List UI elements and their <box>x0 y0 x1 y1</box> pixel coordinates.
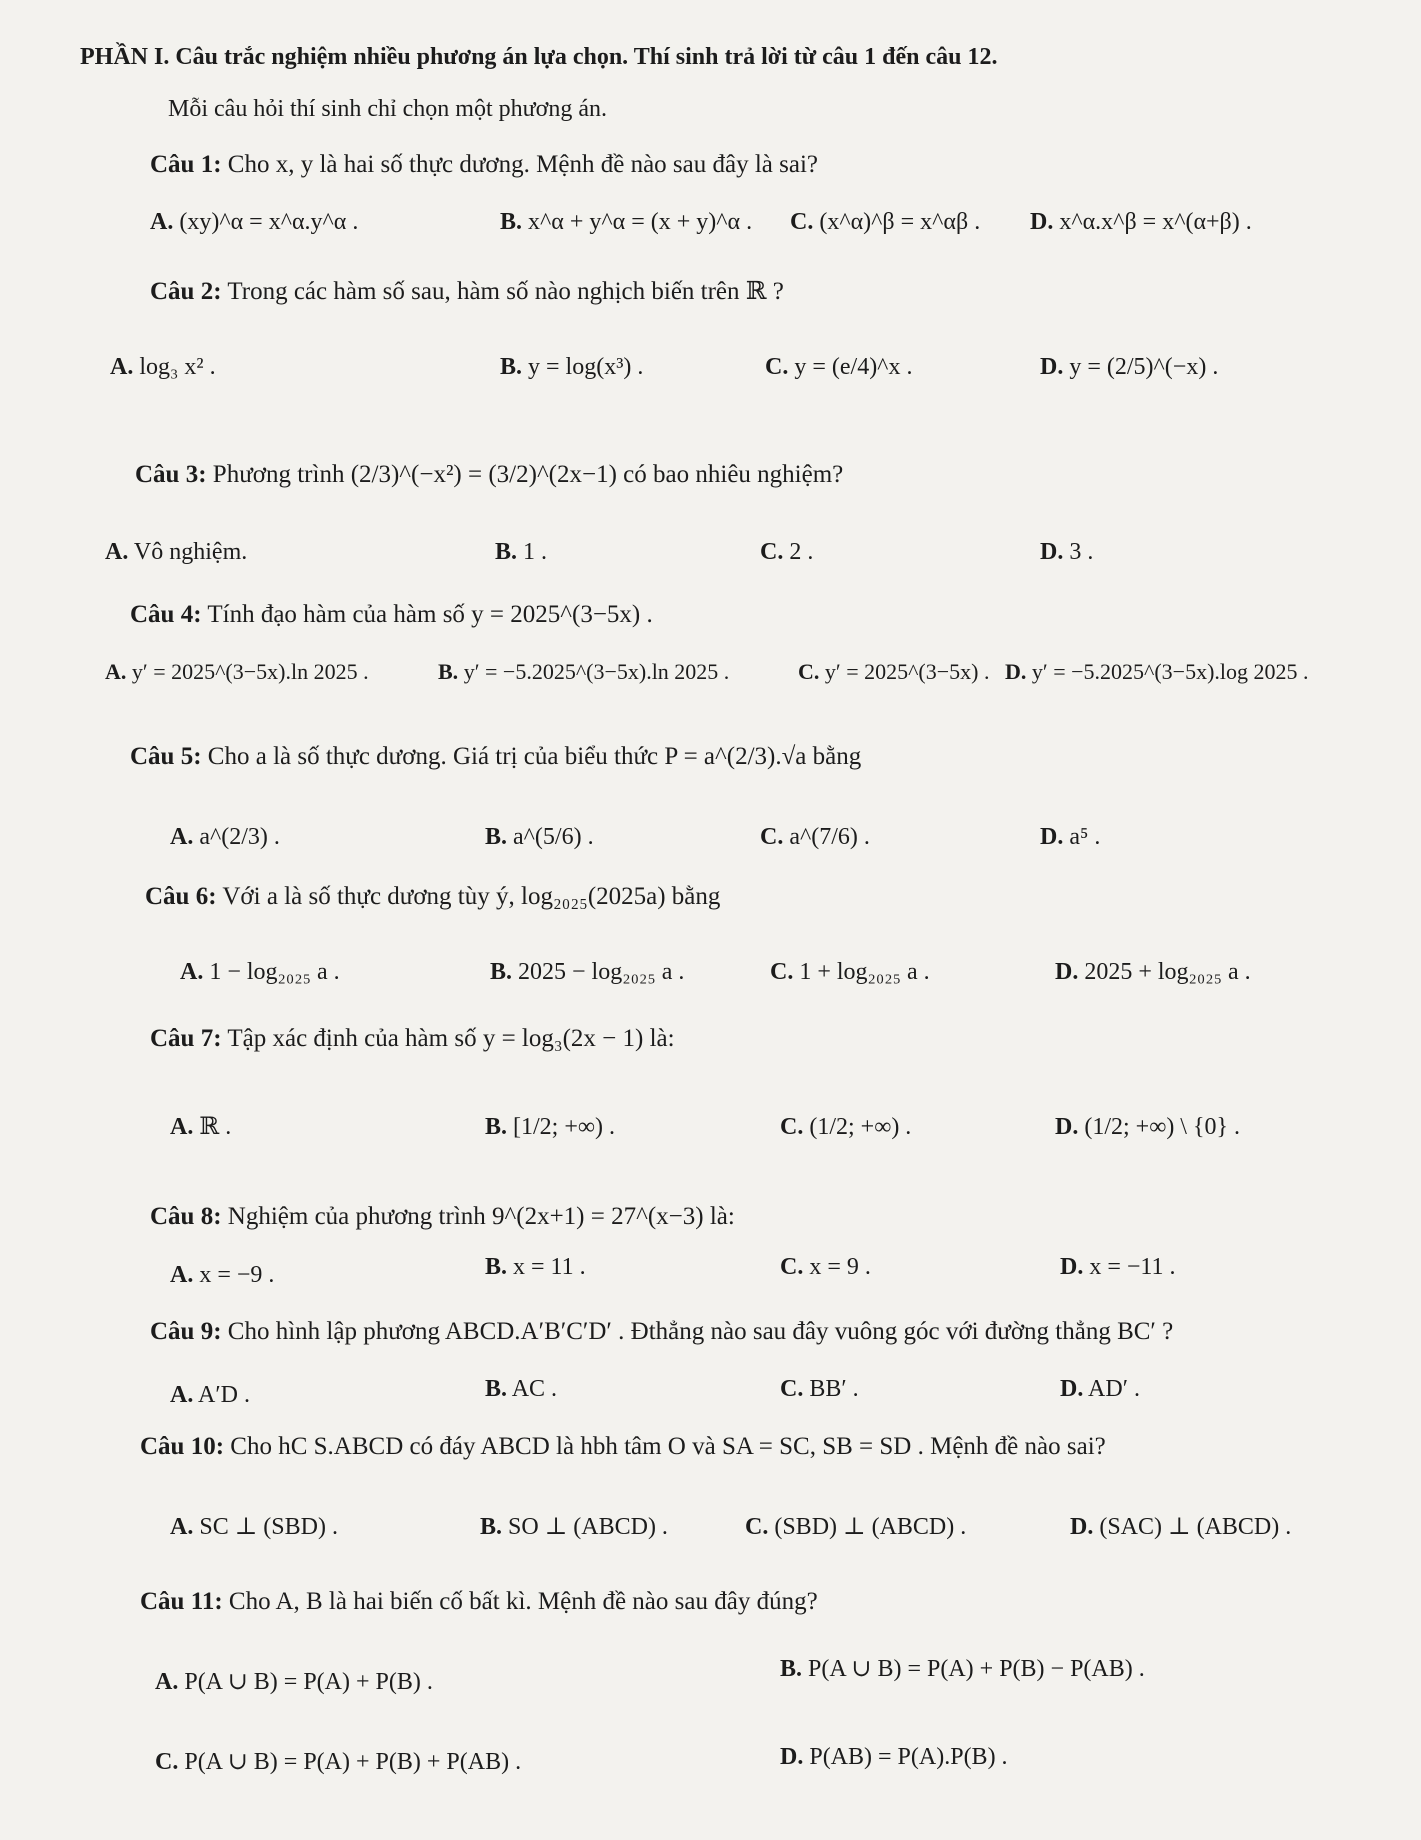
q10-option-c[interactable]: C. (SBD) ⊥ (ABCD) . <box>745 1514 967 1540</box>
section-instruction: Mỗi câu hỏi thí sinh chỉ chọn một phương án. <box>168 96 607 122</box>
q1-option-c[interactable]: C. (x^α)^β = x^αβ . <box>790 209 981 235</box>
q3-option-a[interactable]: A. Vô nghiệm. <box>105 539 248 565</box>
q11-option-b[interactable]: B. P(A ∪ B) = P(A) + P(B) − P(AB) . <box>780 1656 1145 1682</box>
q2-option-d[interactable]: D. y = (2/5)^(−x) . <box>1040 354 1219 380</box>
q9-option-d[interactable]: D. AD′ . <box>1060 1376 1140 1402</box>
q2-option-b[interactable]: B. y = log(x³) . <box>500 354 644 380</box>
question-10: Câu 10: Cho hC S.ABCD có đáy ABCD là hbh tâm O và SA = SC, SB = SD . Mệnh đề nào sai? <box>140 1433 1106 1460</box>
q3-option-c[interactable]: C. 2 . <box>760 539 814 565</box>
question-8: Câu 8: Nghiệm của phương trình 9^(2x+1) = 27^(x−3) là: <box>150 1203 735 1230</box>
q10-option-d[interactable]: D. (SAC) ⊥ (ABCD) . <box>1070 1514 1292 1540</box>
question-2: Câu 2: Trong các hàm số sau, hàm số nào nghịch biến trên ℝ ? <box>150 278 784 305</box>
question-1: Câu 1: Cho x, y là hai số thực dương. Mệnh đề nào sau đây là sai? <box>150 151 818 178</box>
q5-option-a[interactable]: A. a^(2/3) . <box>170 824 280 850</box>
q8-option-b[interactable]: B. x = 11 . <box>485 1254 586 1280</box>
q1-option-b[interactable]: B. x^α + y^α = (x + y)^α . <box>500 209 753 235</box>
question-5: Câu 5: Cho a là số thực dương. Giá trị của biểu thức P = a^(2/3).√a bằng <box>130 743 862 770</box>
question-3: Câu 3: Phương trình (2/3)^(−x²) = (3/2)^(2x−1) có bao nhiêu nghiệm? <box>135 461 844 488</box>
q3-option-b[interactable]: B. 1 . <box>495 539 548 565</box>
question-4: Câu 4: Tính đạo hàm của hàm số y = 2025^(3−5x) . <box>130 601 653 628</box>
q9-option-a[interactable]: A. A′D . <box>170 1382 250 1408</box>
q9-option-c[interactable]: C. BB′ . <box>780 1376 859 1402</box>
q10-option-a[interactable]: A. SC ⊥ (SBD) . <box>170 1514 338 1540</box>
q11-option-d[interactable]: D. P(AB) = P(A).P(B) . <box>780 1744 1008 1770</box>
q2-option-a[interactable]: A. log₃ x² . <box>110 354 216 380</box>
q8-option-d[interactable]: D. x = −11 . <box>1060 1254 1176 1280</box>
q7-option-d[interactable]: D. (1/2; +∞) \ {0} . <box>1055 1114 1241 1140</box>
q4-option-d[interactable]: D. y′ = −5.2025^(3−5x).log 2025 . <box>1005 659 1309 684</box>
q5-option-d[interactable]: D. a⁵ . <box>1040 824 1101 850</box>
q4-option-c[interactable]: C. y′ = 2025^(3−5x) . <box>798 659 990 684</box>
q6-option-a[interactable]: A. 1 − log₂₀₂₅ a . <box>180 959 340 985</box>
q11-option-a[interactable]: A. P(A ∪ B) = P(A) + P(B) . <box>155 1669 433 1695</box>
q11-option-c[interactable]: C. P(A ∪ B) = P(A) + P(B) + P(AB) . <box>155 1749 522 1775</box>
q6-option-b[interactable]: B. 2025 − log₂₀₂₅ a . <box>490 959 685 985</box>
q7-option-b[interactable]: B. [1/2; +∞) . <box>485 1114 615 1140</box>
question-6: Câu 6: Với a là số thực dương tùy ý, log₂₀₂₅(2025a) bằng <box>145 883 721 910</box>
question-7: Câu 7: Tập xác định của hàm số y = log₃(2x − 1) là: <box>150 1025 675 1052</box>
q1-option-d[interactable]: D. x^α.x^β = x^(α+β) . <box>1030 209 1252 235</box>
question-9: Câu 9: Cho hình lập phương ABCD.A′B′C′D′ . Đthẳng nào sau đây vuông góc với đường thẳng BC′ ? <box>150 1318 1174 1345</box>
q6-option-c[interactable]: C. 1 + log₂₀₂₅ a . <box>770 959 930 985</box>
q6-option-d[interactable]: D. 2025 + log₂₀₂₅ a . <box>1055 959 1251 985</box>
q5-option-c[interactable]: C. a^(7/6) . <box>760 824 870 850</box>
q1-option-a[interactable]: A. (xy)^α = x^α.y^α . <box>150 209 359 235</box>
q8-option-a[interactable]: A. x = −9 . <box>170 1262 275 1288</box>
q9-option-b[interactable]: B. AC . <box>485 1376 558 1402</box>
q7-option-c[interactable]: C. (1/2; +∞) . <box>780 1114 912 1140</box>
q8-option-c[interactable]: C. x = 9 . <box>780 1254 871 1280</box>
section-title: PHẦN I. Câu trắc nghiệm nhiều phương án lựa chọn. Thí sinh trả lời từ câu 1 đến câu 12. <box>80 44 998 70</box>
q10-option-b[interactable]: B. SO ⊥ (ABCD) . <box>480 1514 668 1540</box>
q5-option-b[interactable]: B. a^(5/6) . <box>485 824 594 850</box>
q7-option-a[interactable]: A. ℝ . <box>170 1114 232 1140</box>
question-11: Câu 11: Cho A, B là hai biến cố bất kì. Mệnh đề nào sau đây đúng? <box>140 1588 818 1615</box>
q3-option-d[interactable]: D. 3 . <box>1040 539 1094 565</box>
q4-option-b[interactable]: B. y′ = −5.2025^(3−5x).ln 2025 . <box>438 659 730 684</box>
q4-option-a[interactable]: A. y′ = 2025^(3−5x).ln 2025 . <box>105 659 369 684</box>
q2-option-c[interactable]: C. y = (e/4)^x . <box>765 354 913 380</box>
